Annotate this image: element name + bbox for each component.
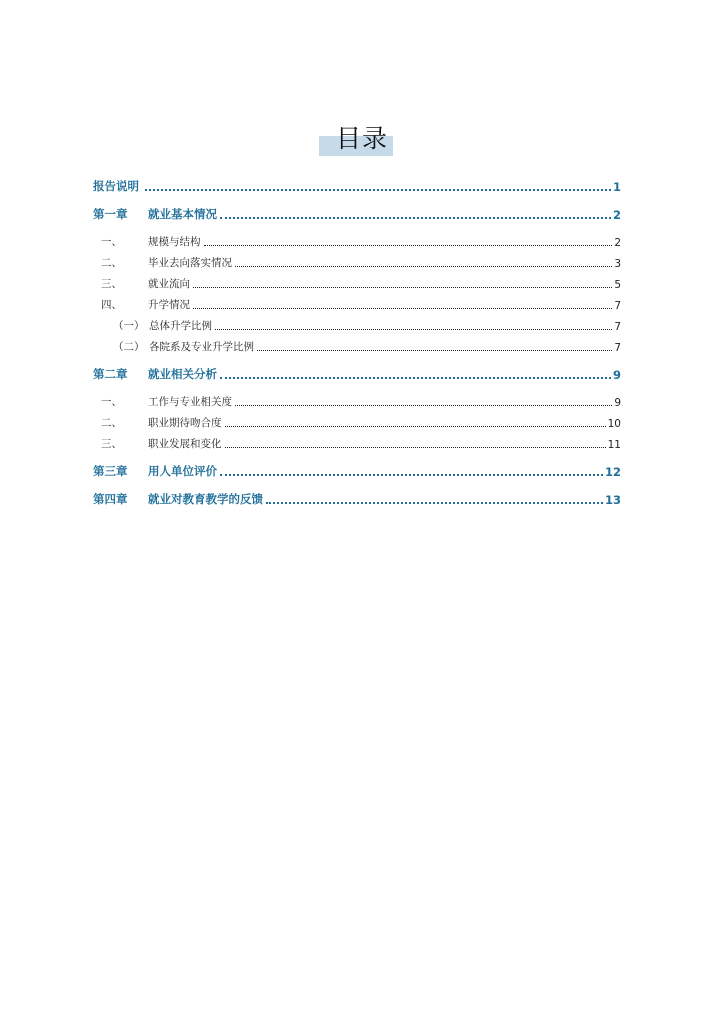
- toc-page-number: 2: [614, 237, 621, 249]
- toc-entry-label: 规模与结构: [148, 236, 201, 248]
- toc-entry-label: 各院系及专业升学比例: [149, 341, 254, 353]
- toc-leader: [235, 405, 612, 406]
- toc-entry-number: 一、: [101, 396, 122, 408]
- toc-page-number: 1: [612, 180, 621, 194]
- toc-entry-2-2[interactable]: [93, 415, 621, 430]
- toc-entry-1-4[interactable]: [93, 297, 621, 312]
- toc-leader: [220, 474, 603, 476]
- toc-page-number: 7: [614, 321, 621, 333]
- toc-entry-label: 职业期待吻合度: [148, 417, 222, 429]
- toc-entry-label: 就业基本情况: [148, 207, 217, 221]
- toc-entry-number: 第二章: [93, 367, 128, 381]
- toc-leader: [220, 377, 611, 379]
- title-block: [0, 122, 724, 162]
- toc-entry-number: （一）: [113, 320, 145, 332]
- toc-page-number: 2: [612, 208, 621, 222]
- toc-entry-2-1[interactable]: [93, 394, 621, 409]
- toc-page-number: 9: [614, 397, 621, 409]
- toc-entry-label: 工作与专业相关度: [148, 396, 232, 408]
- toc-entry-2-3[interactable]: [93, 436, 621, 451]
- toc-page-number: 3: [614, 258, 621, 270]
- toc-entry-chapter-3[interactable]: [93, 463, 621, 479]
- toc-entry-number: 三、: [101, 278, 122, 290]
- toc-leader: [235, 266, 612, 267]
- toc-entry-intro[interactable]: [93, 178, 621, 194]
- toc-page-number: 10: [607, 418, 621, 430]
- toc-leader: [145, 189, 611, 191]
- toc-entry-1-1[interactable]: [93, 234, 621, 249]
- toc-entry-label: 总体升学比例: [149, 320, 212, 332]
- toc-entry-number: 第四章: [93, 492, 128, 506]
- toc-leader: [220, 217, 611, 219]
- toc-page-number: 13: [604, 493, 621, 507]
- toc-entry-label: 毕业去向落实情况: [148, 257, 232, 269]
- toc-entry-label: 就业相关分析: [148, 367, 217, 381]
- toc-page-number: 5: [614, 279, 621, 291]
- toc-leader: [266, 502, 603, 504]
- toc-entry-1-4-1[interactable]: [93, 318, 621, 333]
- toc-entry-number: 第三章: [93, 464, 128, 478]
- toc-entry-label: 升学情况: [148, 299, 190, 311]
- page-title: 目录: [335, 124, 388, 153]
- toc-entry-1-3[interactable]: [93, 276, 621, 291]
- toc-entry-number: 第一章: [93, 207, 128, 221]
- toc-entry-label: 报告说明: [93, 179, 139, 193]
- toc-entry-number: 二、: [101, 417, 122, 429]
- toc-page-number: 7: [614, 342, 621, 354]
- toc-entry-chapter-4[interactable]: [93, 491, 621, 507]
- toc-entry-number: 三、: [101, 438, 122, 450]
- toc-leader: [193, 308, 612, 309]
- toc-page-number: 11: [607, 439, 621, 451]
- toc-entry-label: 就业对教育教学的反馈: [148, 492, 263, 506]
- toc-page-number: 7: [614, 300, 621, 312]
- toc-entry-number: 一、: [101, 236, 122, 248]
- toc-entry-label: 用人单位评价: [148, 464, 217, 478]
- toc-leader: [225, 447, 606, 448]
- toc-entry-number: 四、: [101, 299, 122, 311]
- toc-entry-chapter-2[interactable]: [93, 366, 621, 382]
- toc-entry-label: 就业流向: [148, 278, 190, 290]
- toc-page-number: 9: [612, 368, 621, 382]
- toc-entry-number: 二、: [101, 257, 122, 269]
- toc-leader: [193, 287, 612, 288]
- toc-entry-chapter-1[interactable]: [93, 206, 621, 222]
- toc-entry-1-2[interactable]: [93, 255, 621, 270]
- toc-entry-number: （二）: [113, 341, 145, 353]
- toc-leader: [204, 245, 613, 246]
- toc-leader: [215, 329, 612, 330]
- toc-page-number: 12: [604, 465, 621, 479]
- toc-entry-1-4-2[interactable]: [93, 339, 621, 354]
- toc-leader: [257, 350, 612, 351]
- toc-leader: [225, 426, 606, 427]
- toc-entry-label: 职业发展和变化: [148, 438, 222, 450]
